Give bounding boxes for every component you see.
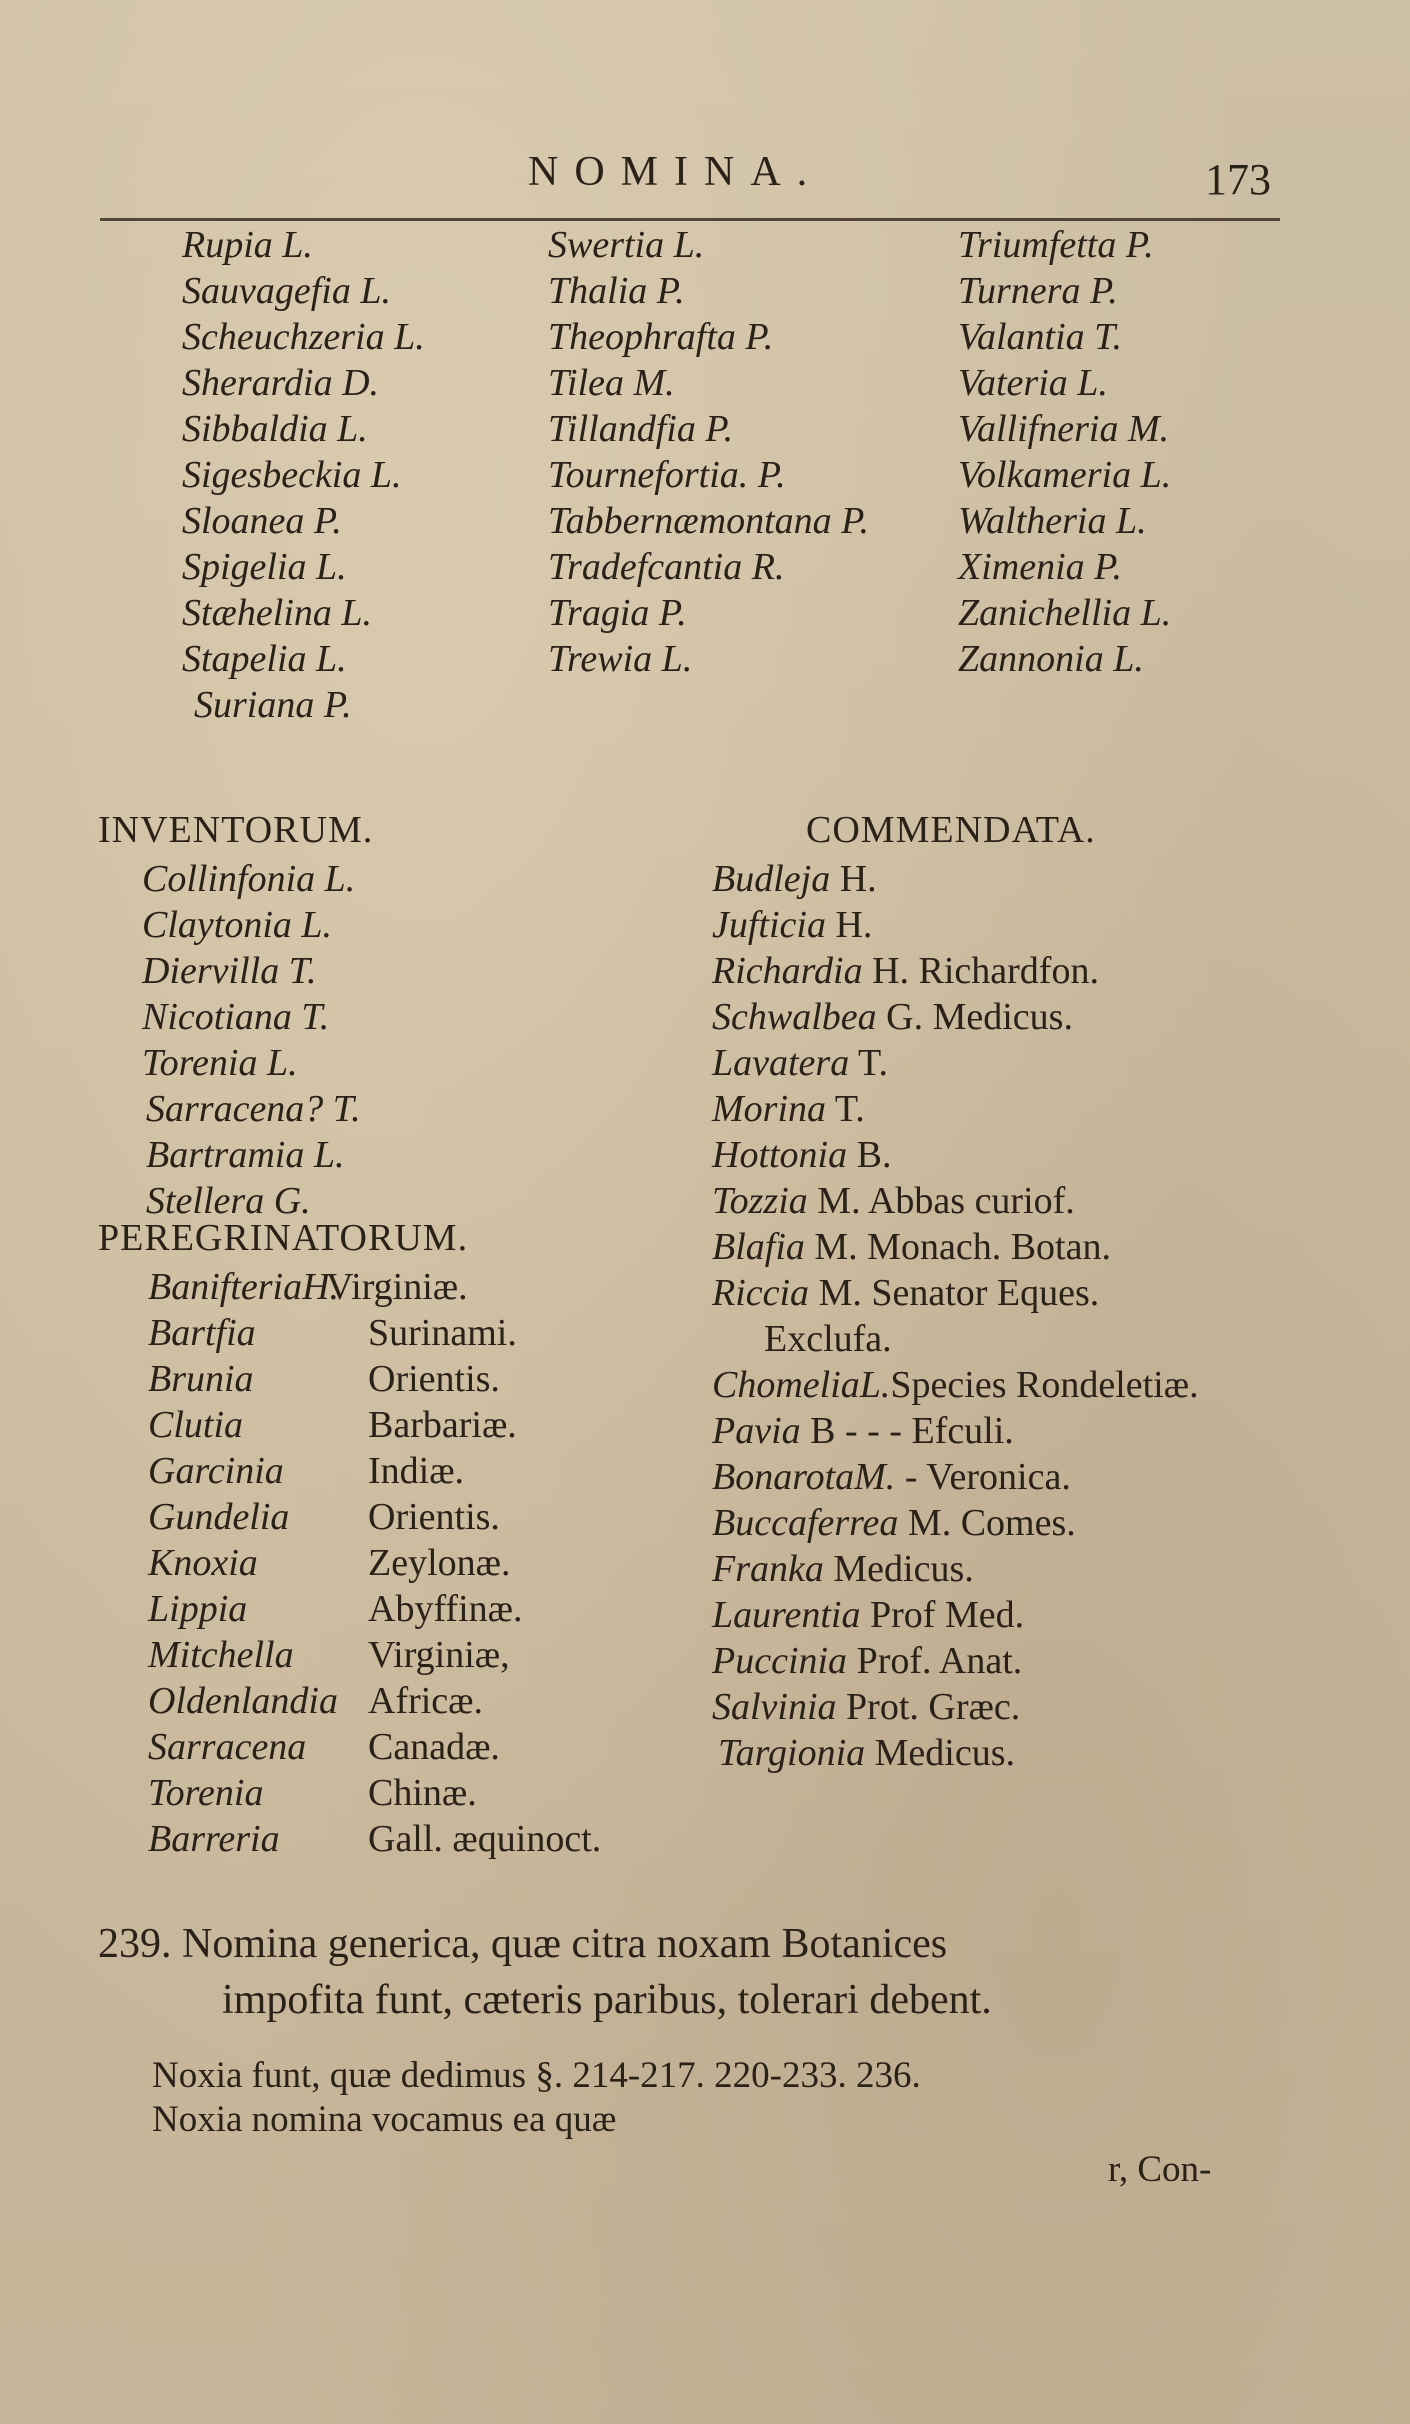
genus-name: Budleja <box>712 858 831 900</box>
list-item <box>148 1310 517 1356</box>
section-heading-commendata: COMMENDATA. <box>806 809 1096 851</box>
paragraph-line: Noxia funt, quæ dedimus §. 214-217. 220-233. 236. <box>152 2055 921 2096</box>
genus-entry: Stapelia L. <box>182 638 347 680</box>
genus-entry: Suriana P. <box>194 684 352 726</box>
list-item <box>148 1724 500 1770</box>
list-item <box>712 1086 865 1132</box>
paragraph-line: 239. Nomina generica, quæ citra noxam Botanices <box>98 1921 948 1967</box>
origin-place: Indiæ. <box>368 1450 465 1492</box>
genus-name: Schwalbea <box>712 996 877 1038</box>
genus-name: Gundelia <box>148 1496 290 1538</box>
honoree: H. <box>835 904 873 946</box>
genus-entry: Tradefcantia R. <box>548 546 785 588</box>
genus-entry: Turnera P. <box>958 270 1118 312</box>
genus-name: Tozzia <box>712 1180 808 1222</box>
origin-place: Orientis. <box>368 1358 500 1400</box>
genus-entry: Sauvagefia L. <box>182 270 391 312</box>
genus-entry: Tournefortia. P. <box>548 454 786 496</box>
origin-place: Orientis. <box>368 1496 500 1538</box>
honoree: H. Richardfon. <box>872 950 1099 992</box>
genus-entry: Sarracena? T. <box>146 1088 361 1130</box>
genus-entry: Bartramia L. <box>146 1134 345 1176</box>
list-item <box>712 1592 1024 1638</box>
genus-entry: Sigesbeckia L. <box>182 454 402 496</box>
genus-entry: Stellera G. <box>146 1180 311 1222</box>
genus-entry: Sloanea P. <box>182 500 342 542</box>
genus-name: Barreria <box>148 1818 280 1860</box>
origin-place: Virginiæ. <box>326 1266 468 1308</box>
list-item <box>148 1494 500 1540</box>
note: - Veronica. <box>904 1456 1071 1498</box>
genus-name: Bartfia <box>148 1312 256 1354</box>
origin-place: Gall. æquinoct. <box>368 1818 602 1860</box>
genus-name: Hottonia <box>712 1134 848 1176</box>
genus-name: Lippia <box>148 1588 248 1630</box>
genus-entry: Waltheria L. <box>958 500 1147 542</box>
genus-entry: Vallifneria M. <box>958 408 1170 450</box>
genus-name: Oldenlandia <box>148 1680 338 1722</box>
honoree: T. <box>834 1088 865 1130</box>
origin-place: Barbariæ. <box>368 1404 517 1446</box>
paragraph-line: impofita funt, cæteris paribus, tolerari debent. <box>222 1977 992 2023</box>
genus-name: Mitchella <box>148 1634 294 1676</box>
genus-entry: Volkameria L. <box>958 454 1172 496</box>
list-item <box>712 1270 1099 1316</box>
list-item <box>148 1540 511 1586</box>
list-item <box>712 1362 1199 1408</box>
genus-name: Salvinia <box>712 1686 837 1728</box>
origin-place: Surinami. <box>368 1312 517 1354</box>
genus-entry: Vateria L. <box>958 362 1108 404</box>
genus-name: Torenia <box>148 1772 264 1814</box>
genus-entry: Stæhelina L. <box>182 592 373 634</box>
list-item <box>712 1178 1075 1224</box>
origin-place: Virginiæ, <box>368 1634 510 1676</box>
genus-entry: Tillandfia P. <box>548 408 734 450</box>
genus-name: Knoxia <box>148 1542 258 1584</box>
header-title: NOMINA. <box>528 149 824 195</box>
genus-name: Blafia <box>712 1226 805 1268</box>
genus-name: Puccinia <box>712 1640 848 1682</box>
genus-entry: Diervilla T. <box>142 950 317 992</box>
genus-name: Buccaferrea <box>712 1502 899 1544</box>
list-item <box>148 1816 602 1862</box>
honoree: G. Medicus. <box>886 996 1073 1038</box>
running-header <box>0 148 1410 208</box>
genus-name: Jufticia <box>712 904 826 946</box>
genus-name: Richardia <box>712 950 863 992</box>
genus-entry: Nicotiana T. <box>142 996 330 1038</box>
origin-place: Canadæ. <box>368 1726 500 1768</box>
list-item <box>148 1356 500 1402</box>
genus-entry: Tabbernæmontana P. <box>548 500 869 542</box>
genus-entry: Trewia L. <box>548 638 693 680</box>
genus-name: Riccia <box>712 1272 810 1314</box>
note: Medicus. <box>874 1732 1016 1774</box>
section-heading-peregrinatorum: PEREGRINATORUM. <box>98 1217 469 1259</box>
list-item <box>148 1678 484 1724</box>
list-item <box>712 1040 888 1086</box>
genus-entry: Scheuchzeria L. <box>182 316 425 358</box>
genus-entry: Thalia P. <box>548 270 685 312</box>
exclusa-heading: Exclufa. <box>764 1318 892 1360</box>
genus-entry: Rupia L. <box>182 224 313 266</box>
list-item <box>148 1632 510 1678</box>
genus-name: Garcinia <box>148 1450 284 1492</box>
genus-entry: Ximenia P. <box>958 546 1122 588</box>
genus-entry: Sibbaldia L. <box>182 408 368 450</box>
list-item <box>148 1264 468 1310</box>
list-item <box>712 1224 1111 1270</box>
genus-name: Laurentia <box>712 1594 861 1636</box>
list-item <box>718 1730 1015 1776</box>
honoree: T. <box>858 1042 888 1084</box>
genus-entry: Torenia L. <box>142 1042 298 1084</box>
genus-name: Clutia <box>148 1404 244 1446</box>
note: B - - - Efculi. <box>810 1410 1014 1452</box>
genus-name: Sarracena <box>148 1726 307 1768</box>
page-number: 173 <box>1205 155 1271 204</box>
list-item <box>712 1454 1071 1500</box>
origin-place: Abyffinæ. <box>368 1588 523 1630</box>
note: Species Rondeletiæ. <box>890 1364 1199 1406</box>
list-item <box>712 856 877 902</box>
genus-entry: Theophrafta P. <box>548 316 774 358</box>
list-item <box>712 1408 1014 1454</box>
list-item <box>712 902 872 948</box>
genus-entry: Claytonia L. <box>142 904 333 946</box>
list-item <box>712 948 1099 994</box>
genus-name: ChomeliaL. <box>712 1364 891 1406</box>
honoree: B. <box>856 1134 892 1176</box>
origin-place: Africæ. <box>368 1680 484 1722</box>
header-rule <box>100 218 1280 221</box>
genus-name: Lavatera <box>712 1042 850 1084</box>
genus-entry: Tragia P. <box>548 592 687 634</box>
list-item <box>712 1684 1020 1730</box>
note: Medicus. <box>833 1548 974 1590</box>
note: Prot. Græc. <box>846 1686 1021 1728</box>
genus-name: BonarotaM. <box>712 1456 896 1498</box>
list-item <box>148 1770 477 1816</box>
genus-name: Pavia <box>712 1410 801 1452</box>
genus-entry: Collinfonia L. <box>142 858 356 900</box>
genus-name: Brunia <box>148 1358 254 1400</box>
genus-name: BanifteriaH. <box>148 1266 340 1308</box>
honoree: M. Senator Eques. <box>818 1272 1100 1314</box>
list-item <box>712 1546 974 1592</box>
genus-entry: Zannonia L. <box>958 638 1144 680</box>
note: Prof. Anat. <box>856 1640 1023 1682</box>
honoree: H. <box>839 858 877 900</box>
genus-entry: Zanichellia L. <box>958 592 1172 634</box>
genus-name: Morina <box>712 1088 826 1130</box>
genus-name: Targionia <box>718 1732 866 1774</box>
honoree: M. Abbas curiof. <box>817 1180 1075 1222</box>
origin-place: Zeylonæ. <box>368 1542 511 1584</box>
genus-entry: Tilea M. <box>548 362 675 404</box>
paragraph-line: Noxia nomina vocamus ea quæ <box>152 2099 617 2140</box>
genus-name: Franka <box>712 1548 824 1590</box>
genus-entry: Valantia T. <box>958 316 1122 358</box>
origin-place: Chinæ. <box>368 1772 477 1814</box>
genus-entry: Triumfetta P. <box>958 224 1154 266</box>
section-heading-inventorum: INVENTORUM. <box>98 809 374 851</box>
note: M. Comes. <box>907 1502 1076 1544</box>
catchword: r, Con- <box>1108 2149 1212 2190</box>
list-item <box>712 994 1073 1040</box>
list-item <box>148 1586 523 1632</box>
list-item <box>712 1132 891 1178</box>
list-item <box>148 1448 465 1494</box>
list-item <box>712 1500 1076 1546</box>
list-item <box>148 1402 517 1448</box>
genus-entry: Sherardia D. <box>182 362 380 404</box>
note: Prof Med. <box>870 1594 1025 1636</box>
list-item <box>712 1638 1022 1684</box>
genus-entry: Swertia L. <box>548 224 705 266</box>
genus-entry: Spigelia L. <box>182 546 347 588</box>
honoree: M. Monach. Botan. <box>814 1226 1111 1268</box>
